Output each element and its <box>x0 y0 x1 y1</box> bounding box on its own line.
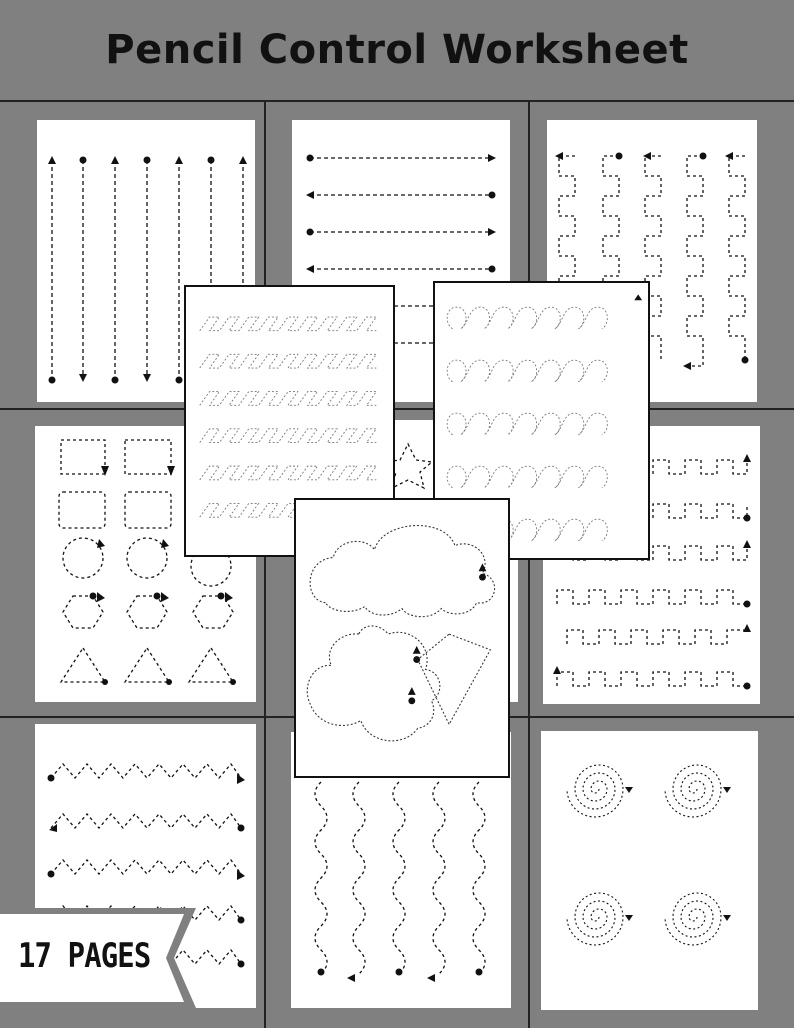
grid-line <box>0 408 794 410</box>
spirals-page <box>541 731 758 1010</box>
cloud-shapes-page <box>294 498 510 778</box>
grid-line <box>264 100 266 1028</box>
cloud-kite-icon <box>296 500 508 776</box>
pages-count-label: 17 PAGES <box>18 936 151 976</box>
header-bar <box>0 0 794 100</box>
grid-line <box>0 100 794 102</box>
page-title: Pencil Control Worksheet <box>105 27 689 73</box>
grid-line <box>528 100 530 1028</box>
spirals-icon <box>541 731 758 1010</box>
pages-count-banner <box>0 908 200 1008</box>
